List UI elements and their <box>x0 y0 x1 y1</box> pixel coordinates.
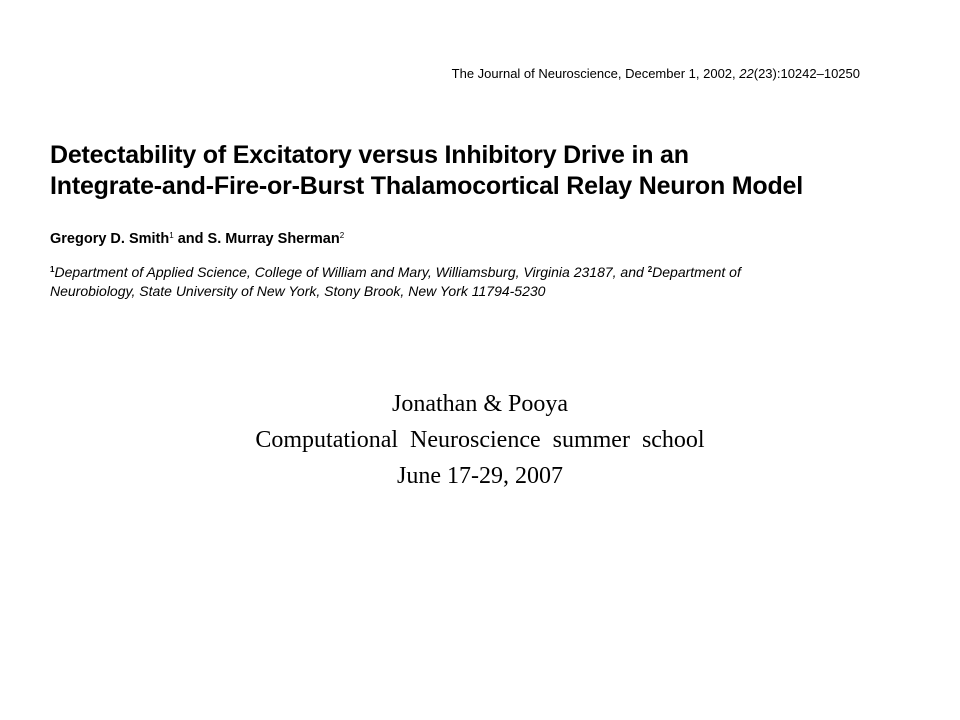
journal-citation <box>452 66 860 81</box>
affiliation-mark: 2 <box>647 265 653 274</box>
affiliations <box>50 260 910 301</box>
affiliation-text: Department of <box>652 264 741 280</box>
author-affiliation-mark: 1 <box>169 231 174 240</box>
journal-volume: 22 <box>739 66 754 81</box>
paper-title <box>50 140 910 202</box>
affiliation-mark: 1 <box>50 265 55 274</box>
paper-title-line-1: Detectability of Excitatory versus Inhibitory Drive in an <box>50 141 689 169</box>
paper-title-line-2: Integrate-and-Fire-or-Burst Thalamocortical Relay Neuron Model <box>50 172 803 200</box>
journal-citation-prefix: The Journal of Neuroscience, December 1, 2002, <box>451 66 740 81</box>
affiliation-line-2: Neurobiology, State University of New York, Stony Brook, New York 11794-5230 <box>50 283 546 299</box>
author-conjunction: and <box>173 231 208 247</box>
presenter-names: Jonathan & Pooya <box>392 391 568 417</box>
affiliation-text: Department of Applied Science, College of William and Mary, Williamsburg, Virginia 23187, and <box>54 264 648 280</box>
author-name: Gregory D. Smith <box>50 231 170 247</box>
journal-issue-pages: (23):10242–10250 <box>753 66 860 81</box>
author-name: S. Murray Sherman <box>207 231 340 247</box>
affiliation-line-1 <box>50 260 910 282</box>
presentation-info <box>0 386 960 494</box>
event-name: Computational Neuroscience summer school <box>255 427 705 453</box>
author-affiliation-mark: 2 <box>339 231 345 240</box>
event-dates: June 17-29, 2007 <box>397 463 563 489</box>
author-list <box>50 231 344 247</box>
